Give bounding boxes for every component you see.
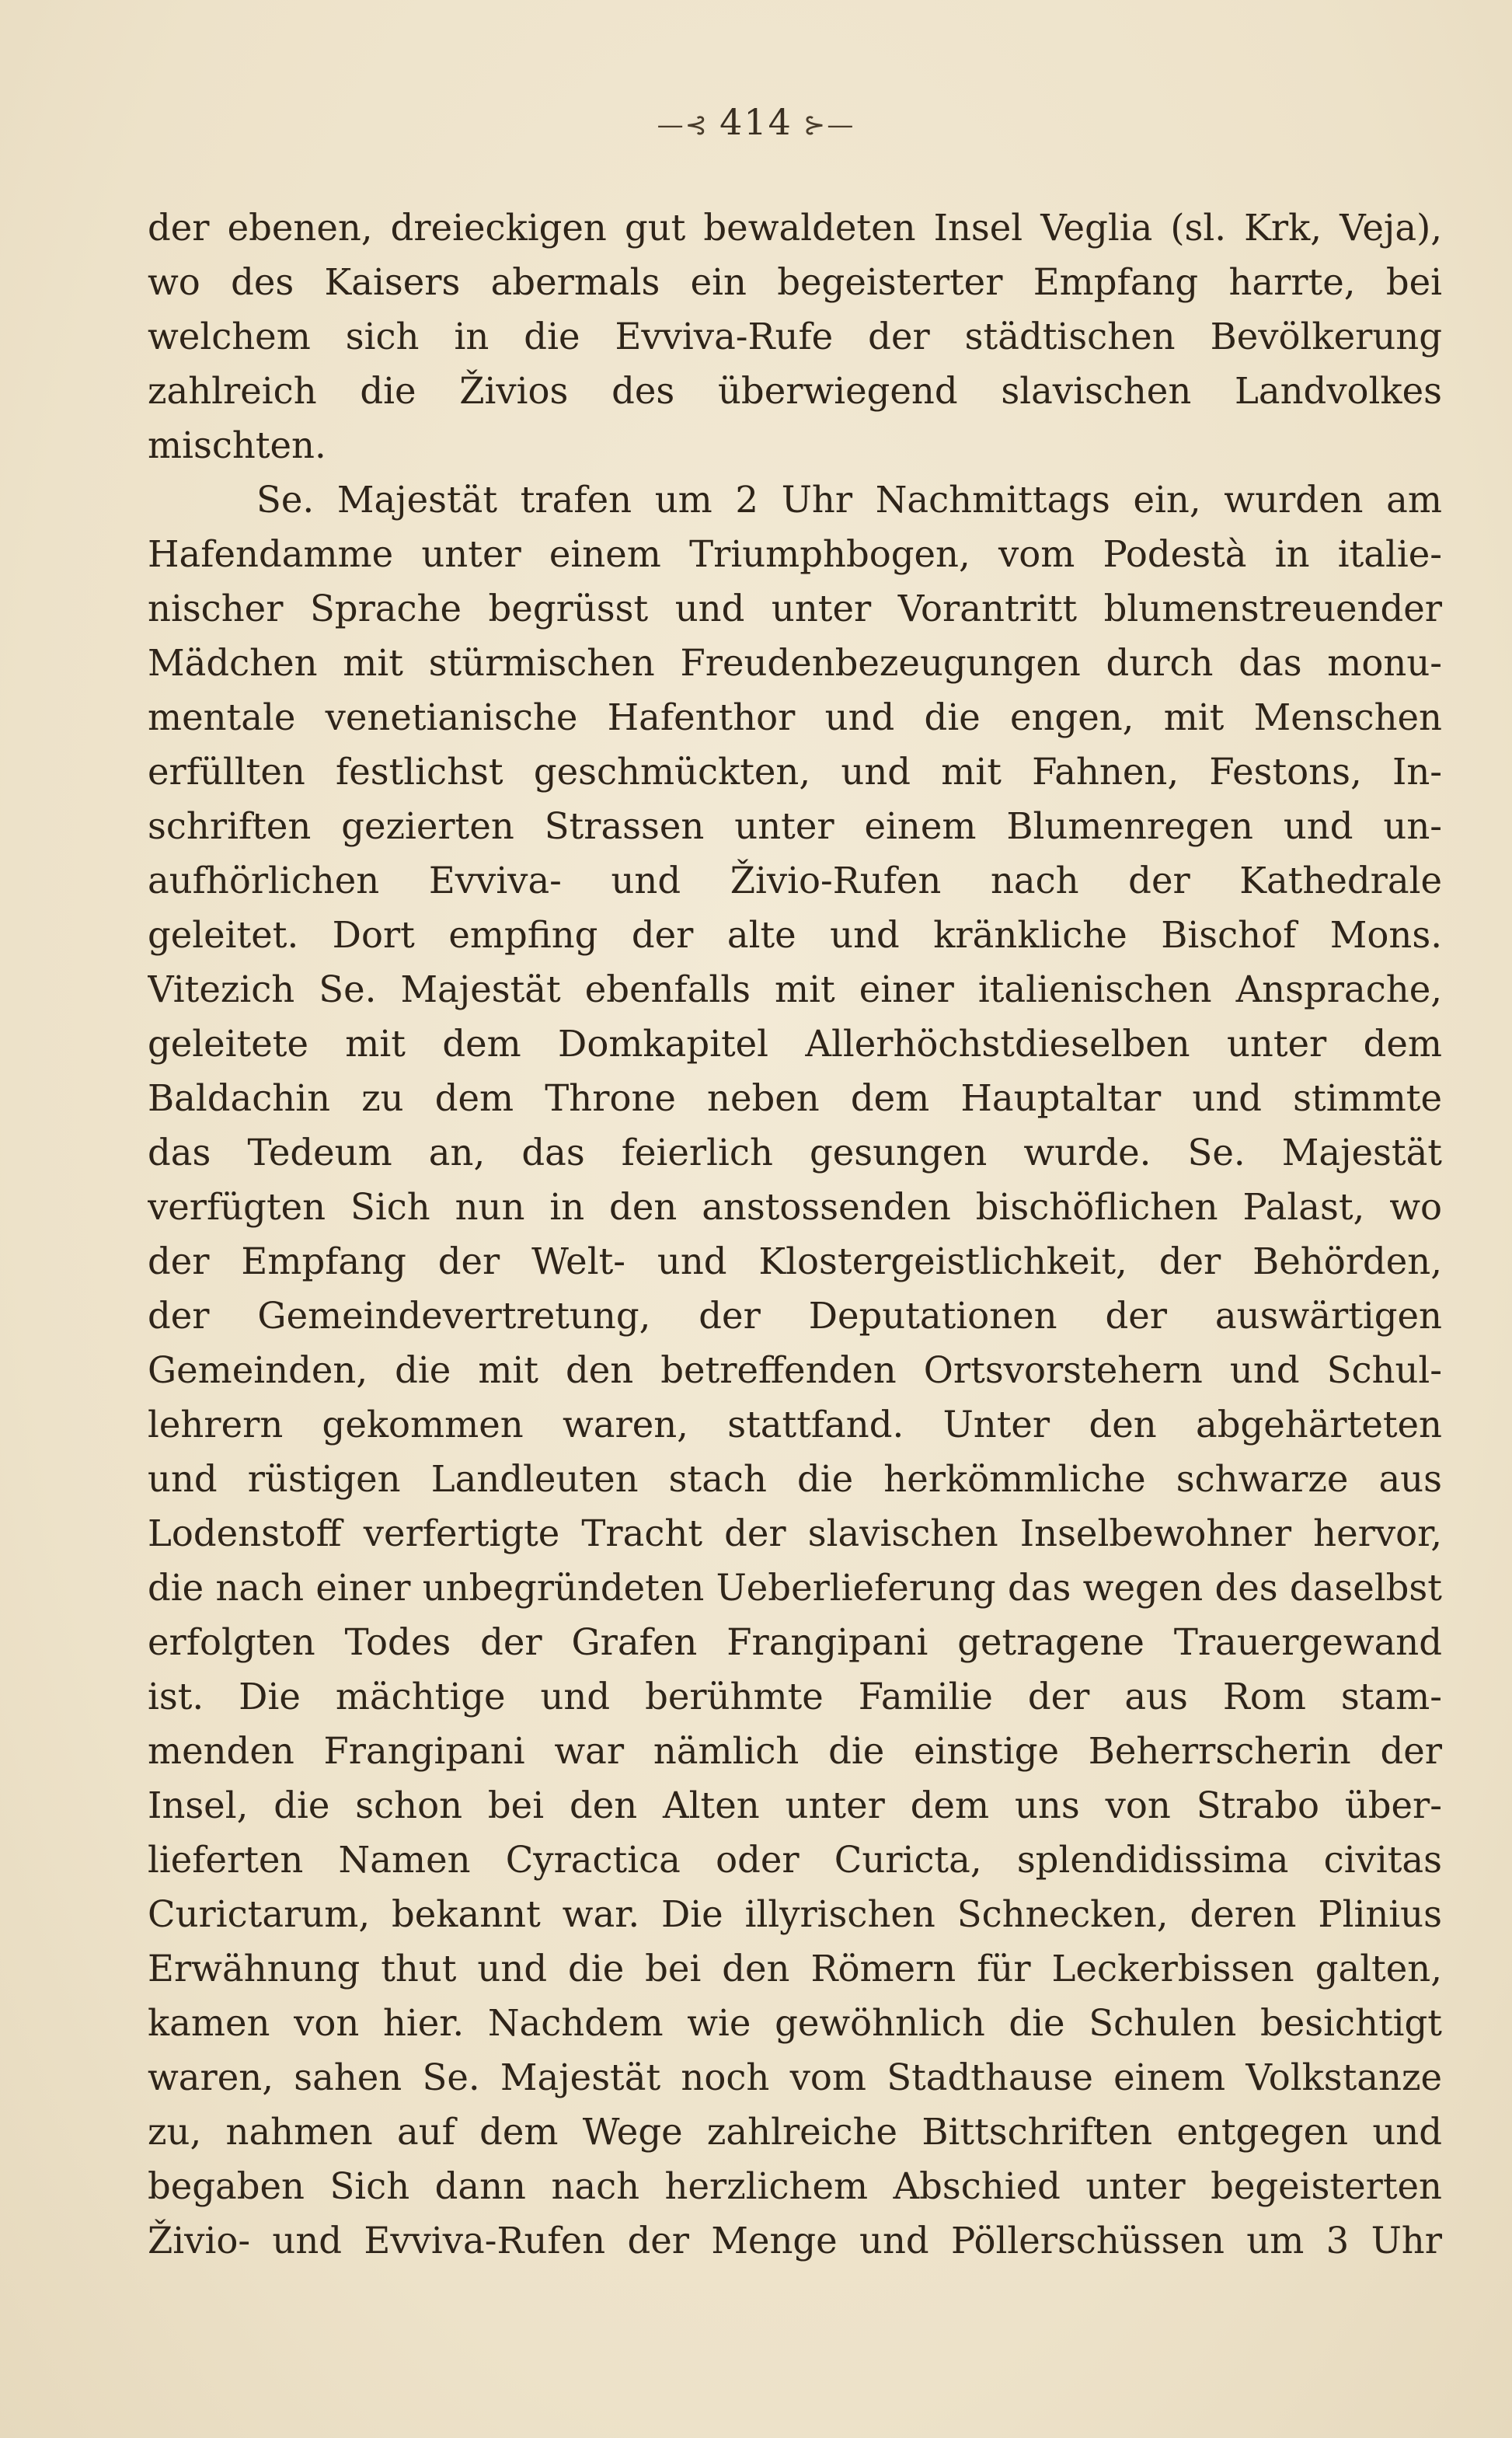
text-line: die nach einer unbegründeten Ueberlieferung das wegen des daselbst: [148, 1567, 1442, 1609]
text-line: das Tedeum an, das feierlich gesungen wurde. Se. Majestät: [148, 1132, 1442, 1174]
text-line: Gemeinden, die mit den betreffenden Ortsvorstehern und Schul-: [148, 1349, 1442, 1391]
ornament-left: —⊰: [657, 110, 709, 141]
text-line: nischer Sprache begrüsst und unter Vorantritt blumenstreuender: [148, 588, 1442, 630]
text-line: Se. Majestät trafen um 2 Uhr Nachmittags ein, wurden am: [256, 479, 1442, 521]
text-line: menden Frangipani war nämlich die einstige Beherrscherin der: [148, 1730, 1442, 1772]
text-line: erfüllten festlichst geschmückten, und mit Fahnen, Festons, In-: [148, 751, 1442, 793]
text-line: Insel, die schon bei den Alten unter dem uns von Strabo über-: [148, 1784, 1442, 1826]
text-line: der Gemeindevertretung, der Deputationen der auswärtigen: [148, 1295, 1442, 1337]
text-line: waren, sahen Se. Majestät noch vom Stadthause einem Volkstanze: [148, 2056, 1442, 2098]
text-line: geleitet. Dort empfing der alte und kränkliche Bischof Mons.: [148, 914, 1442, 956]
text-line: lehrern gekommen waren, stattfand. Unter den abgehärteten: [148, 1404, 1442, 1446]
text-line: Vitezich Se. Majestät ebenfalls mit einer italienischen Ansprache,: [148, 968, 1442, 1010]
text-line: zu, nahmen auf dem Wege zahlreiche Bittschriften entgegen und: [148, 2111, 1442, 2153]
text-line: geleitete mit dem Domkapitel Allerhöchstdieselben unter dem: [148, 1023, 1442, 1065]
text-line: Mädchen mit stürmischen Freudenbezeugungen durch das monu-: [148, 642, 1442, 684]
text-line: begaben Sich dann nach herzlichem Abschied unter begeisterten: [148, 2165, 1442, 2207]
text-line: und rüstigen Landleuten stach die herkömmliche schwarze aus: [148, 1458, 1442, 1500]
text-line: aufhörlichen Evviva- und Živio-Rufen nach der Kathedrale: [148, 860, 1442, 902]
page-number: 414: [719, 101, 793, 143]
text-line: lieferten Namen Cyractica oder Curicta, splendidissima civitas: [148, 1839, 1442, 1881]
text-line: wo des Kaisers abermals ein begeisterter Empfang harrte, bei: [148, 261, 1442, 303]
text-line: Lodenstoff verfertigte Tracht der slavischen Inselbewohner hervor,: [148, 1512, 1442, 1554]
text-line: mentale venetianische Hafenthor und die engen, mit Menschen: [148, 696, 1442, 738]
text-line: Živio- und Evviva-Rufen der Menge und Pöllerschüssen um 3 Uhr: [148, 2220, 1442, 2262]
text-line: Hafendamme unter einem Triumphbogen, vom Podestà in italie-: [148, 533, 1442, 575]
text-line: der ebenen, dreieckigen gut bewaldeten Insel Veglia (sl. Krk, Veja),: [148, 207, 1442, 249]
text-line: ist. Die mächtige und berühmte Familie der aus Rom stam-: [148, 1676, 1442, 1718]
text-line: schriften gezierten Strassen unter einem Blumenregen und un-: [148, 805, 1442, 847]
text-line: mischten.: [148, 424, 326, 466]
body-text: [148, 201, 1442, 2268]
text-line: verfügten Sich nun in den anstossenden bischöflichen Palast, wo: [148, 1186, 1442, 1228]
text-line: Curictarum, bekannt war. Die illyrischen Schnecken, deren Plinius: [148, 1893, 1442, 1935]
text-line: der Empfang der Welt- und Klostergeistlichkeit, der Behörden,: [148, 1240, 1442, 1282]
text-line: Erwähnung thut und die bei den Römern für Leckerbissen galten,: [148, 1948, 1442, 1990]
text-line: welchem sich in die Evviva-Rufe der städtischen Bevölkerung: [148, 316, 1442, 358]
ornament-right: ⊱—: [803, 110, 855, 141]
page-header: [0, 101, 1512, 143]
text-line: erfolgten Todes der Grafen Frangipani getragene Trauergewand: [148, 1621, 1442, 1663]
text-line: kamen von hier. Nachdem wie gewöhnlich die Schulen besichtigt: [148, 2002, 1442, 2044]
text-line: zahlreich die Živios des überwiegend slavischen Landvolkes: [148, 370, 1442, 412]
text-line: Baldachin zu dem Throne neben dem Hauptaltar und stimmte: [148, 1077, 1442, 1119]
